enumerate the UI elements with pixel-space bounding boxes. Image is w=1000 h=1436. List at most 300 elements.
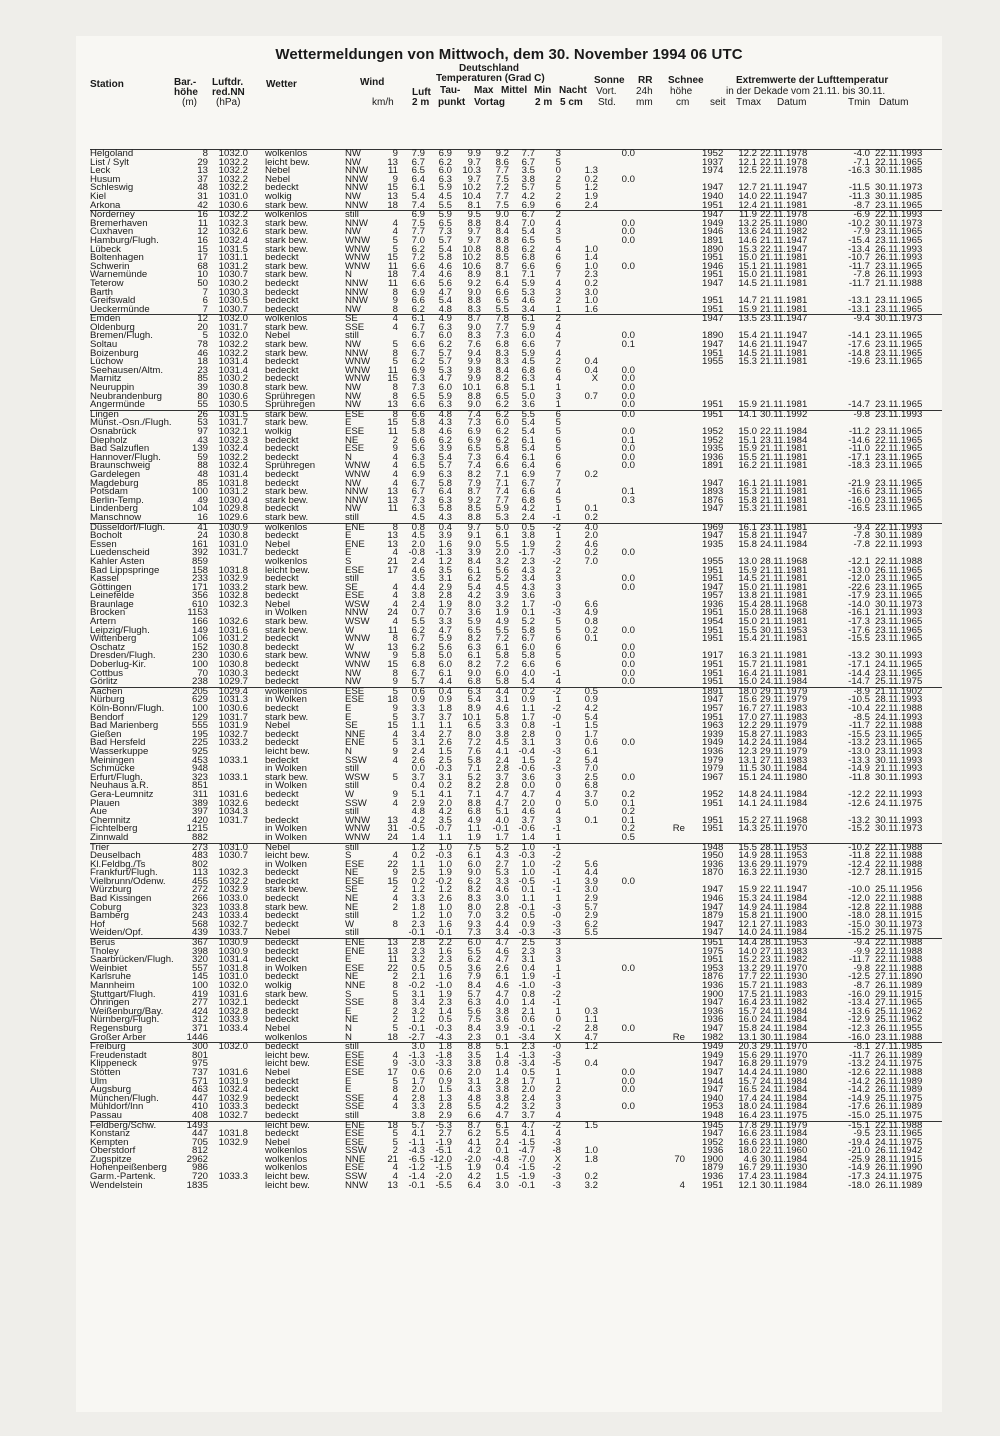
cell-wind-kmh: 8 <box>392 390 398 402</box>
cell-temp-max: 5.4 <box>467 694 481 706</box>
cell-sun: 2.3 <box>584 269 598 281</box>
cell-weather: stark bew. <box>265 199 309 211</box>
cell-wind-kmh: 18 <box>387 1119 398 1131</box>
cell-temp-min: 6.6 <box>521 486 535 498</box>
cell-temp-min: 5.3 <box>521 286 535 298</box>
cell-dewpoint: 1.0 <box>438 901 452 913</box>
cell-weather: Nebel <box>265 538 291 550</box>
cell-tmax-date: 28.11.1953 <box>760 850 808 862</box>
cell-temp-max: 7.4 <box>467 460 481 472</box>
cell-tmax-date: 22.11.1930 <box>760 867 808 879</box>
cell-tmin-date: 23.11.1965 <box>875 460 923 472</box>
cell-tmin: -17.3 <box>848 1171 870 1183</box>
cell-station: Frankfurt/Flugh. <box>90 867 158 879</box>
cell-pressure: 1033.2 <box>218 581 248 593</box>
cell-temp-mean: 5.8 <box>495 676 509 688</box>
cell-tmin: -16.5 <box>848 503 870 515</box>
cell-night: -1 <box>552 971 561 983</box>
cell-rain: 0.0 <box>621 1075 635 1087</box>
cell-since: 1952 <box>702 426 724 437</box>
cell-temp-air: 6.1 <box>411 182 425 194</box>
cell-temp-min: 5.1 <box>521 382 535 394</box>
cell-tmax-date: 29.11.1979 <box>760 858 808 870</box>
cell-temp-max: 8.4 <box>467 980 481 991</box>
cell-tmin-date: 22.11.1988 <box>875 1119 923 1131</box>
cell-wind-kmh: 4 <box>392 547 398 559</box>
cell-station: Weißenburg/Bay. <box>90 1005 164 1017</box>
cell-weather: bedeckt <box>265 659 299 671</box>
cell-station: Freudenstadt <box>90 1049 147 1061</box>
cell-temp-max: 6.9 <box>467 426 481 437</box>
cell-temp-max: 5.9 <box>467 616 481 628</box>
cell-temp-mean: 3.9 <box>495 1022 509 1034</box>
table-row <box>90 477 942 489</box>
table-row <box>90 678 942 687</box>
cell-weather: Nebel <box>265 1022 291 1034</box>
cell-station: München/Flugh. <box>90 1092 159 1104</box>
cell-tmin: -7.8 <box>853 530 870 542</box>
cell-dewpoint: 1.1 <box>438 831 452 843</box>
cell-since: 1951 <box>702 1179 724 1191</box>
cell-tmax: 14.6 <box>738 234 757 246</box>
cell-night: 6 <box>555 659 561 671</box>
cell-rain: 0.0 <box>621 875 635 887</box>
cell-temp-min: 1.0 <box>521 841 535 853</box>
cell-tmin-date: 26.11.1993 <box>875 252 923 264</box>
cell-weather: bedeckt <box>265 182 299 194</box>
cell-tmin: -12.7 <box>848 867 870 879</box>
cell-height: 31 <box>197 190 208 202</box>
cell-weather: bedeckt <box>265 737 299 749</box>
cell-temp-max: 8.5 <box>467 503 481 515</box>
cell-night: 3 <box>555 390 561 402</box>
cell-height: 424 <box>191 1005 208 1017</box>
table-row <box>90 696 942 705</box>
cell-night: -1 <box>552 823 561 835</box>
cell-height: 1446 <box>186 1031 208 1043</box>
cell-tmax-date: 29.11.1970 <box>760 962 808 974</box>
cell-wind-kmh: 13 <box>387 945 398 957</box>
cell-weather: bedeckt <box>265 1041 299 1053</box>
cell-tmax: 16.3 <box>738 867 757 879</box>
table-row <box>90 918 942 930</box>
cell-height: 41 <box>197 521 208 533</box>
cell-dewpoint: 4.2 <box>438 806 452 818</box>
cell-wind-kmh: 31 <box>387 823 398 835</box>
cell-height: 11 <box>198 217 208 229</box>
cell-temp-min: -1.5 <box>518 1136 535 1148</box>
cell-temp-max: 6.2 <box>467 875 481 887</box>
cell-sun: 0.2 <box>584 624 598 636</box>
cell-wind-dir: SSE <box>345 1101 365 1113</box>
cell-temp-max: 6.2 <box>467 1128 481 1140</box>
cell-tmax-date: 21.11.1981 <box>760 650 808 662</box>
cell-tmin: -17.3 <box>848 616 870 628</box>
cell-dewpoint: 2.9 <box>438 581 452 593</box>
cell-since: 1982 <box>702 1031 724 1043</box>
cell-temp-mean: 7.1 <box>495 468 509 480</box>
cell-night: 2 <box>555 173 561 185</box>
cell-night: -3 <box>552 547 561 559</box>
cell-temp-max: 3.9 <box>467 547 481 559</box>
cell-temp-max: 8.2 <box>467 659 481 671</box>
cell-temp-mean: 2.8 <box>495 780 509 792</box>
table-row <box>90 635 942 644</box>
cell-weather: wolkig <box>265 426 292 437</box>
cell-temp-air: 6.7 <box>411 347 425 359</box>
cell-wind-kmh: 21 <box>387 1153 398 1165</box>
cell-dewpoint: 5.0 <box>438 650 452 662</box>
cell-tmax: 13.6 <box>738 226 757 238</box>
cell-dewpoint: 6.0 <box>438 659 452 671</box>
cell-temp-mean: 8.8 <box>495 234 509 246</box>
cell-night: 4 <box>555 321 561 333</box>
cell-temp-max: 4.8 <box>467 1092 481 1104</box>
cell-station: Deuselbach <box>90 850 141 862</box>
cell-since: 1951 <box>702 252 724 264</box>
cell-temp-max: 7.3 <box>467 927 481 939</box>
cell-night: 1 <box>555 831 561 843</box>
cell-wind-dir: E <box>345 1005 352 1017</box>
cell-tmin: -8.5 <box>853 711 870 723</box>
cell-temp-mean: 2.8 <box>495 763 509 775</box>
cell-weather: in Wolken <box>265 823 307 835</box>
col-sonne-3: Std. <box>598 97 616 108</box>
cell-temp-min: 3.6 <box>521 590 535 602</box>
cell-dewpoint: 0.7 <box>438 607 452 619</box>
cell-tmax-date: 24.11.1984 <box>760 893 808 905</box>
cell-temp-max: 6.0 <box>467 858 481 870</box>
table-row <box>90 494 942 506</box>
cell-wind-kmh: 15 <box>387 373 398 385</box>
cell-wind-dir: E <box>345 703 352 714</box>
cell-height: 97 <box>197 426 208 437</box>
cell-station: Greifswald <box>90 295 136 307</box>
cell-wind-dir: SSW <box>345 1171 367 1183</box>
cell-temp-mean: 4.6 <box>495 945 509 957</box>
cell-wind-dir: NNW <box>345 182 368 194</box>
cell-weather: bedeckt <box>265 703 299 714</box>
cell-height: 85 <box>197 477 208 489</box>
cell-tmin-date: 22.11.1988 <box>875 703 923 714</box>
cell-station: Magdeburg <box>90 477 139 489</box>
cell-tmin-date: 22.11.1988 <box>875 901 923 913</box>
table-row <box>90 243 942 255</box>
cell-tmin: -11.3 <box>848 190 870 202</box>
cell-dewpoint: 6.2 <box>438 339 452 351</box>
table-row <box>90 211 942 220</box>
cell-temp-min: 5.9 <box>521 321 535 333</box>
cell-wind-dir: N <box>345 269 352 281</box>
cell-temp-max: 10.8 <box>462 243 481 255</box>
cell-temp-mean: 3.9 <box>495 590 509 602</box>
cell-temp-max: 8.2 <box>467 468 481 480</box>
col-luft-2: 2 m <box>412 97 430 108</box>
cell-height: 26 <box>197 408 208 420</box>
cell-dewpoint: 2.6 <box>438 737 452 749</box>
cell-temp-mean: 4.7 <box>495 1109 509 1121</box>
cell-temp-air: 6.6 <box>411 295 425 307</box>
cell-tmin: -22.6 <box>848 581 870 593</box>
cell-tmin: -18.0 <box>848 910 870 922</box>
col-deutschland: Deutschland <box>459 63 520 74</box>
cell-since: 1947 <box>702 182 724 194</box>
cell-temp-max: 8.9 <box>467 269 481 281</box>
cell-tmin-date: 30.11.1973 <box>875 823 923 835</box>
cell-tmin: -9.4 <box>853 937 870 949</box>
cell-tmax-date: 28.11.1968 <box>760 607 808 619</box>
cell-rain: 0.0 <box>621 408 635 420</box>
cell-weather: bedeckt <box>265 1092 299 1104</box>
cell-tmax: 15.0 <box>738 252 757 264</box>
cell-wind-kmh: 13 <box>387 937 398 949</box>
cell-tmax: 12.1 <box>738 1179 757 1191</box>
cell-pressure: 1030.7 <box>218 303 248 315</box>
cell-temp-max: 9.9 <box>467 356 481 368</box>
cell-tmax: 15.6 <box>738 1049 757 1061</box>
cell-station: Saarbrücken/Flugh. <box>90 954 174 966</box>
cell-wind-dir: NNW <box>345 286 368 298</box>
cell-height: 13 <box>197 165 208 177</box>
cell-rain: 0.0 <box>621 382 635 394</box>
table-row <box>90 428 942 437</box>
cell-tmin-date: 22.11.1993 <box>875 521 923 533</box>
cell-tmax: 16.4 <box>738 1109 757 1121</box>
cell-night: 5 <box>555 234 561 246</box>
cell-temp-min: 3.7 <box>521 814 535 826</box>
cell-temp-max: 6.3 <box>467 685 481 697</box>
cell-since: 1951 <box>702 347 724 359</box>
cell-temp-air: 6.2 <box>411 356 425 368</box>
cell-since: 1951 <box>702 797 724 809</box>
cell-dewpoint: -2.0 <box>435 1171 452 1183</box>
cell-tmin: -9.4 <box>853 313 870 325</box>
cell-dewpoint: 5.9 <box>438 209 452 221</box>
cell-temp-air: 1.2 <box>411 910 425 922</box>
cell-height: 2962 <box>186 1153 208 1165</box>
cell-temp-max: 8.3 <box>467 303 481 315</box>
cell-night: -3 <box>552 918 561 930</box>
cell-temp-min: -1.5 <box>518 1162 535 1174</box>
cell-temp-min: 6.1 <box>521 451 535 463</box>
cell-temp-mean: 5.3 <box>495 511 509 523</box>
cell-temp-air: 0.2 <box>411 850 425 862</box>
cell-station: Boltenhagen <box>90 252 144 264</box>
cell-since: 1879 <box>702 1162 724 1174</box>
cell-night: 5 <box>555 417 561 429</box>
table-row <box>90 434 942 446</box>
cell-night: 2 <box>555 313 561 325</box>
cell-rain: 0.0 <box>621 650 635 662</box>
cell-wind-kmh: 2 <box>392 434 398 446</box>
cell-temp-max: 2.3 <box>467 1031 481 1043</box>
cell-dewpoint: 4.3 <box>438 511 452 523</box>
cell-tmax: 12.1 <box>738 918 757 930</box>
cell-night: 2 <box>555 564 561 576</box>
table-row <box>90 286 942 298</box>
cell-tmax: 18.0 <box>738 1145 757 1157</box>
cell-wind-dir: ESE <box>345 590 365 602</box>
cell-temp-min: 5.0 <box>521 390 535 402</box>
cell-tmin-date: 23.11.1965 <box>875 347 923 359</box>
table-row <box>90 1119 942 1131</box>
cell-tmax: 16.1 <box>738 477 757 489</box>
cell-wind-dir: E <box>345 530 352 542</box>
cell-station: Boizenburg <box>90 347 139 359</box>
cell-temp-min: 1.0 <box>521 867 535 879</box>
cell-pressure: 1032.6 <box>218 797 248 809</box>
cell-temp-max: 9.7 <box>467 521 481 533</box>
cell-tmax-date: 24.11.1984 <box>760 538 808 550</box>
cell-night: -2 <box>552 988 561 1000</box>
cell-dewpoint: 1.0 <box>438 841 452 853</box>
cell-station: Garm.-Partenk. <box>90 1171 156 1183</box>
cell-night: 3 <box>555 148 561 159</box>
cell-temp-mean: 5.3 <box>495 867 509 879</box>
cell-temp-mean: 4.7 <box>495 788 509 800</box>
cell-wind-kmh: 4 <box>392 226 398 238</box>
cell-sun: 4.2 <box>584 703 598 714</box>
cell-dewpoint: 0.9 <box>438 1075 452 1087</box>
cell-since: 1944 <box>702 1075 724 1087</box>
cell-rain: 0.2 <box>621 806 635 818</box>
cell-height: 88 <box>197 460 208 472</box>
cell-wind-kmh: 5 <box>392 356 398 368</box>
cell-temp-mean: 8.4 <box>495 226 509 238</box>
cell-temp-min: 0.4 <box>521 962 535 974</box>
cell-tmax-date: 27.11.1983 <box>760 703 808 714</box>
cell-tmax: 15.0 <box>738 616 757 628</box>
cell-pressure: 1031.8 <box>218 962 248 974</box>
cell-temp-max: 4.2 <box>467 1171 481 1183</box>
cell-wind-dir: still <box>345 806 359 818</box>
cell-tmin: -12.2 <box>848 788 870 800</box>
cell-pressure: 1032.0 <box>218 980 248 991</box>
cell-since: 1951 <box>702 667 724 679</box>
cell-since: 1952 <box>702 148 724 159</box>
cell-pressure: 1031.0 <box>218 538 248 550</box>
cell-since: 1951 <box>702 624 724 636</box>
cell-tmin: -12.5 <box>848 971 870 983</box>
cell-pressure: 1031.8 <box>218 1128 248 1140</box>
cell-pressure: 1032.0 <box>218 313 248 325</box>
cell-tmax: 14.3 <box>738 823 757 835</box>
cell-night: 5 <box>555 182 561 194</box>
cell-tmin-date: 22.11.1993 <box>875 538 923 550</box>
cell-tmax-date: 22.11.1978 <box>760 148 808 159</box>
cell-temp-max: 9.4 <box>467 347 481 359</box>
cell-wind-dir: ESE <box>345 443 365 455</box>
cell-pressure: 1031.5 <box>218 408 248 420</box>
cell-pressure: 1031.6 <box>218 624 248 636</box>
cell-since: 1936 <box>702 598 724 610</box>
table-row <box>90 564 942 576</box>
cell-since: 1900 <box>702 988 724 1000</box>
cell-height: 389 <box>191 797 208 809</box>
cell-pressure: 1033.2 <box>218 737 248 749</box>
cell-temp-max: 7.9 <box>467 971 481 983</box>
cell-wind-dir: NW <box>345 399 361 411</box>
cell-sun: 0.2 <box>584 468 598 480</box>
cell-tmax: 18.0 <box>738 685 757 697</box>
cell-wind-dir: WSW <box>345 616 370 628</box>
cell-wind-dir: ESE <box>345 694 365 706</box>
cell-temp-min: -0.1 <box>518 1022 535 1034</box>
cell-night: 2 <box>555 190 561 202</box>
cell-height: 859 <box>191 555 208 567</box>
cell-pressure: 1031.7 <box>218 547 248 559</box>
cell-tmin-date: 22.11.1988 <box>875 1066 923 1078</box>
cell-tmin: -9.8 <box>853 408 870 420</box>
cell-wind-kmh: 9 <box>392 1058 398 1070</box>
cell-station: Schmücke <box>90 763 135 775</box>
cell-temp-max: 7.4 <box>467 408 481 420</box>
cell-temp-mean: -4.8 <box>492 1153 509 1165</box>
cell-tmin: -10.5 <box>848 694 870 706</box>
col-extreme-1: Extremwerte der Lufttemperatur <box>736 75 889 86</box>
cell-tmax: 17.7 <box>738 971 757 983</box>
cell-station: Stuttgart/Flugh. <box>90 988 156 1000</box>
cell-tmax: 14.4 <box>738 1066 757 1078</box>
cell-rain: 0.0 <box>621 426 635 437</box>
cell-night: -3 <box>552 1136 561 1148</box>
cell-temp-min: 4.2 <box>521 190 535 202</box>
cell-wind-kmh: 11 <box>388 364 398 376</box>
cell-station: Wendelstein <box>90 1179 143 1191</box>
cell-wind-dir: WNW <box>345 260 371 272</box>
cell-tmax: 15.8 <box>738 538 757 550</box>
cell-tmax-date: 30.11.1984 <box>760 1031 808 1043</box>
cell-since: 1951 <box>702 573 724 585</box>
cell-temp-min: 5.8 <box>521 650 535 662</box>
cell-sun: 3.7 <box>584 788 598 800</box>
cell-station: Hohenpeißenberg <box>90 1162 167 1174</box>
cell-wind-kmh: 8 <box>392 521 398 533</box>
cell-tmin-date: 25.11.1975 <box>875 676 923 688</box>
cell-night: 3 <box>555 945 561 957</box>
cell-rain: 0.0 <box>621 460 635 472</box>
cell-tmax-date: 21.11.1981 <box>760 356 808 368</box>
cell-night: -3 <box>552 927 561 939</box>
cell-weather: bedeckt <box>265 1101 299 1113</box>
cell-tmax-date: 24.11.1984 <box>760 676 808 688</box>
cell-night: 0 <box>555 797 561 809</box>
cell-temp-min: 4.3 <box>521 581 535 593</box>
cell-height: 5 <box>202 330 208 342</box>
cell-since: 1947 <box>702 1066 724 1078</box>
cell-tmax-date: 21.11.1981 <box>760 486 808 498</box>
cell-station: Bocholt <box>90 530 122 542</box>
cell-dewpoint: 2.3 <box>438 997 452 1009</box>
cell-temp-mean: 1.4 <box>495 1049 509 1061</box>
col-station: Station <box>90 79 124 90</box>
cell-tmax-date: 24.11.1980 <box>760 1066 808 1078</box>
cell-wind-dir: ESE <box>345 426 365 437</box>
cell-tmin-date: 26.11.1989 <box>875 1075 923 1087</box>
col-nacht: Nacht <box>559 85 587 96</box>
cell-night: 0 <box>555 728 561 740</box>
table-row <box>90 912 942 921</box>
cell-since: 1936 <box>702 1145 724 1157</box>
cell-temp-air: 2.3 <box>411 918 425 930</box>
cell-temp-air: 6.9 <box>411 364 425 376</box>
cell-temp-mean: 6.1 <box>495 530 509 542</box>
cell-weather: stark bew. <box>265 901 309 913</box>
cell-night: 6 <box>555 364 561 376</box>
cell-since: 1955 <box>702 356 724 368</box>
region-group <box>90 1121 942 1191</box>
cell-rain: 0.0 <box>621 1066 635 1078</box>
